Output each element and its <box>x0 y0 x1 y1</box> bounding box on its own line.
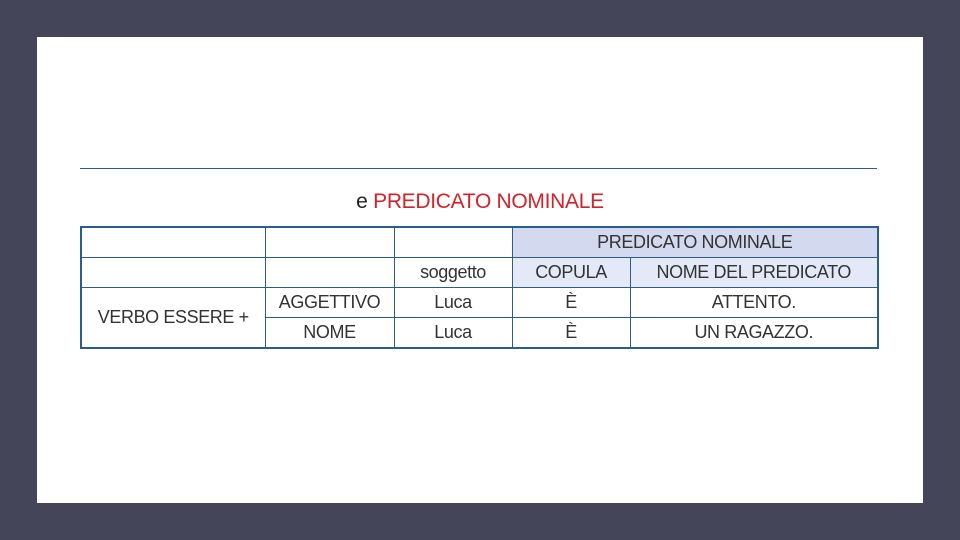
divider-line <box>80 168 877 169</box>
heading-emphasis: PREDICATO NOMINALE <box>373 190 604 213</box>
subject-cell: Luca <box>394 318 512 349</box>
row-type-cell: NOME <box>265 318 394 349</box>
column-header-copula: COPULA <box>512 258 630 288</box>
empty-cell <box>81 227 265 258</box>
table-row-group-header <box>81 227 878 258</box>
copula-cell: È <box>512 288 630 318</box>
empty-cell <box>265 258 394 288</box>
column-header-nome-del-predicato: NOME DEL PREDICATO <box>630 258 878 288</box>
slide <box>37 37 923 503</box>
predicate-cell: UN RAGAZZO. <box>630 318 878 349</box>
subject-cell: Luca <box>394 288 512 318</box>
copula-cell: È <box>512 318 630 349</box>
row-type-cell: AGGETTIVO <box>265 288 394 318</box>
predicate-cell: ATTENTO. <box>630 288 878 318</box>
group-header-predicato-nominale: PREDICATO NOMINALE <box>512 227 878 258</box>
row-group-label: VERBO ESSERE + <box>81 288 265 349</box>
empty-cell <box>265 227 394 258</box>
heading <box>37 190 923 214</box>
heading-prefix: e <box>356 190 368 213</box>
table-row-column-headers <box>81 258 878 288</box>
column-header-soggetto: soggetto <box>394 258 512 288</box>
predicate-table <box>80 226 879 349</box>
empty-cell <box>394 227 512 258</box>
table-row <box>81 288 878 318</box>
empty-cell <box>81 258 265 288</box>
